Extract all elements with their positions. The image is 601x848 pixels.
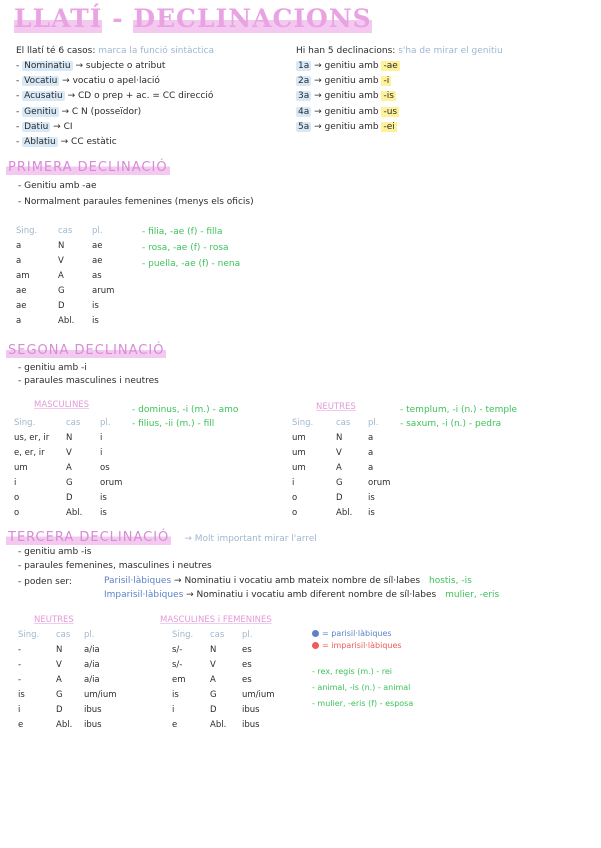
cell-cas: N [336, 433, 343, 443]
cell-pl: ae [92, 241, 103, 251]
example: - animal, -is (n.) - animal [312, 683, 411, 692]
cell-pl: a/ia [84, 675, 100, 685]
case-name: Acusatiu [24, 91, 63, 102]
case-desc: vocatiu o apel·lació [72, 76, 160, 87]
cell-sing: e [172, 720, 178, 730]
cell-cas: V [58, 256, 64, 266]
case-name: Vocatiu [24, 76, 58, 87]
arrow: → [314, 91, 322, 102]
cell-cas: Abl. [58, 316, 75, 326]
type-example: mulier, -eris [445, 590, 500, 600]
cell-sing: i [292, 478, 295, 488]
declension-ending: -ae [383, 61, 398, 71]
cell-cas: G [336, 478, 343, 488]
second-masc-examples [132, 403, 238, 431]
example: - mulier, -eris (f) - esposa [312, 699, 414, 708]
declension-ending: -is [383, 91, 394, 102]
table-row [18, 673, 117, 688]
declension-item [296, 105, 400, 120]
cell-sing: is [18, 690, 25, 700]
cell-pl: is [100, 493, 107, 503]
dot-icon [312, 642, 319, 649]
header-pl: pl. [92, 226, 103, 236]
cell-pl: arum [92, 286, 115, 296]
cell-cas: N [58, 241, 65, 251]
header-sing: Sing. [16, 226, 38, 236]
example: - rex, regis (m.) - rei [312, 667, 392, 676]
declension-num: 3a [298, 91, 310, 102]
table-row [292, 446, 390, 461]
header-cas: cas [56, 630, 71, 640]
cell-pl: is [100, 508, 107, 518]
third-types-lead: - poden ser: [18, 577, 72, 587]
example: - filius, -ii (m.) - fill [132, 419, 215, 429]
cell-sing: a [16, 256, 22, 266]
declension-item [296, 120, 400, 135]
cell-pl: a/ia [84, 660, 100, 670]
cell-pl: ibus [84, 720, 102, 730]
cell-cas: D [336, 493, 343, 503]
case-desc: subjecte o atribut [85, 61, 166, 71]
cell-cas: V [56, 660, 62, 670]
cell-pl: is [368, 508, 375, 518]
first-declension-title: PRIMERA DECLINACIÓ [8, 160, 168, 175]
arrow: → [62, 76, 70, 87]
cell-cas: G [56, 690, 63, 700]
header-pl: pl. [100, 418, 111, 428]
cell-pl: is [92, 316, 99, 326]
case-desc: CD o prep + ac. = CC direcció [78, 91, 214, 102]
table-row [14, 476, 122, 491]
cell-pl: i [100, 433, 103, 443]
declensions-note: s'ha de mirar el genitiu [398, 46, 503, 56]
third-declension-title: TERCERA DECLINACIÓ [8, 530, 170, 545]
second-neut-title: NEUTRES [316, 402, 356, 412]
cell-cas: A [58, 271, 64, 281]
second-masc-table [14, 416, 122, 521]
second-bullets [18, 362, 159, 388]
cell-cas: G [210, 690, 217, 700]
cell-pl: orum [368, 478, 391, 488]
table-row [292, 461, 390, 476]
bullet: - Genitiu amb -ae [18, 181, 97, 191]
table-header-row [18, 628, 117, 643]
title-part1: LLATÍ [14, 4, 103, 33]
table-row [14, 491, 122, 506]
table-row [18, 643, 117, 658]
cell-sing: o [292, 493, 298, 503]
third-bullets [18, 545, 212, 573]
page-title [14, 4, 372, 33]
third-note: → Molt important mirar l'arrel [184, 534, 317, 544]
cell-cas: Abl. [56, 720, 73, 730]
cell-sing: ae [16, 286, 27, 296]
first-examples [142, 224, 240, 272]
header-sing: Sing. [14, 418, 36, 428]
case-desc: CI [63, 121, 73, 132]
table-row [14, 506, 122, 521]
cell-cas: Abl. [210, 720, 227, 730]
case-item: - Ablatiu → CC estàtic [16, 137, 117, 148]
second-masc-title: MASCULINES [34, 400, 90, 410]
case-name: Nominatiu [24, 61, 71, 71]
bullet: - paraules femenines, masculines i neutres [18, 561, 212, 571]
header-pl: pl. [368, 418, 379, 428]
legend-label: = parisil·làbiques [322, 629, 392, 638]
second-neut-examples [400, 403, 517, 431]
case-item: - Datiu → CI [16, 121, 73, 132]
cell-pl: i [100, 448, 103, 458]
cases-note: marca la funció sintàctica [98, 46, 214, 56]
first-declension-table [16, 224, 114, 329]
cell-pl: orum [100, 478, 123, 488]
cell-cas: D [58, 301, 65, 311]
cell-sing: s/- [172, 645, 183, 655]
header-cas: cas [58, 226, 73, 236]
third-neut-table [18, 628, 117, 733]
cell-cas: G [58, 286, 65, 296]
cell-sing: is [172, 690, 179, 700]
declension-num: 2a [298, 76, 310, 87]
cell-pl: ibus [242, 720, 260, 730]
arrow: → [314, 106, 322, 117]
cell-cas: V [336, 448, 342, 458]
cell-sing: - [18, 645, 22, 655]
header-cas: cas [210, 630, 225, 640]
bullet: - genitiu amb -is [18, 547, 92, 557]
cell-pl: os [100, 463, 110, 473]
declension-ending: -i [383, 76, 390, 87]
declension-text: genitiu amb [324, 91, 379, 102]
declensions-intro [296, 45, 503, 57]
type-desc: → Nominatiu i vocatiu amb mateix nombre de síl·labes [174, 576, 421, 586]
declensions-lead: Hi han 5 declinacions: [296, 46, 396, 56]
table-header-row [14, 416, 122, 431]
header-pl: pl. [84, 630, 95, 640]
cell-cas: Abl. [336, 508, 353, 518]
cases-lead: El llatí té 6 casos: [16, 46, 96, 56]
cell-sing: um [292, 463, 306, 473]
table-row [292, 491, 390, 506]
cell-pl: a [368, 433, 374, 443]
third-types [104, 574, 499, 602]
table-row [18, 703, 117, 718]
cell-sing: - [18, 675, 22, 685]
header-sing: Sing. [292, 418, 314, 428]
declension-text: genitiu amb [324, 106, 379, 117]
table-row [172, 688, 275, 703]
cell-sing: a [16, 241, 22, 251]
type-example: hostis, -is [429, 576, 472, 586]
cell-sing: um [14, 463, 28, 473]
bullet: - genitiu amb -i [18, 363, 87, 373]
cell-sing: am [16, 271, 30, 281]
cell-cas: A [66, 463, 72, 473]
cell-sing: i [18, 705, 21, 715]
declension-text: genitiu amb [324, 76, 379, 87]
cell-pl: ae [92, 256, 103, 266]
table-row [14, 461, 122, 476]
header-sing: Sing. [172, 630, 194, 640]
arrow: → [53, 121, 61, 132]
declension-item [296, 59, 400, 74]
arrow: → [314, 61, 322, 71]
table-row [172, 673, 275, 688]
cell-sing: a [16, 316, 22, 326]
type-name: Imparisil·làbiques [104, 590, 184, 600]
arrow: → [75, 61, 83, 71]
cell-cas: D [66, 493, 73, 503]
legend-item [312, 628, 402, 640]
third-legend [312, 628, 402, 652]
cell-pl: ibus [242, 705, 260, 715]
table-header-row [172, 628, 275, 643]
declension-ending: -us [383, 106, 398, 117]
arrow: → [61, 106, 69, 117]
case-name: Ablatiu [24, 137, 56, 148]
table-row [18, 718, 117, 733]
table-row [16, 269, 114, 284]
table-row [16, 314, 114, 329]
arrow: → [67, 91, 76, 102]
declension-ending: -ei [383, 121, 395, 132]
cases-intro [16, 45, 214, 57]
cell-cas: D [56, 705, 63, 715]
example: - puella, -ae (f) - nena [142, 259, 241, 269]
cell-pl: um/ium [84, 690, 117, 700]
first-bullets [18, 178, 254, 210]
example: - dominus, -i (m.) - amo [132, 405, 239, 415]
table-row [14, 446, 122, 461]
cell-pl: is [92, 301, 99, 311]
cell-sing: um [292, 448, 306, 458]
cell-pl: as [92, 271, 102, 281]
table-row [292, 431, 390, 446]
header-pl: pl. [242, 630, 253, 640]
case-desc: C N (posseïdor) [71, 106, 142, 117]
cell-pl: is [368, 493, 375, 503]
table-row [16, 239, 114, 254]
arrow: → [314, 121, 322, 132]
cell-cas: N [210, 645, 217, 655]
table-row [172, 718, 275, 733]
cell-cas: A [210, 675, 216, 685]
cell-sing: o [14, 493, 20, 503]
cell-cas: N [66, 433, 73, 443]
cell-sing: s/- [172, 660, 183, 670]
cell-cas: D [210, 705, 217, 715]
table-row [16, 299, 114, 314]
third-mascfem-title: MASCULINES i FEMENINES [160, 615, 272, 625]
third-neut-title: NEUTRES [34, 615, 74, 625]
cell-cas: Abl. [66, 508, 83, 518]
table-row [172, 658, 275, 673]
legend-item [312, 640, 402, 652]
table-row [172, 703, 275, 718]
case-name: Genitiu [24, 106, 57, 117]
third-examples [312, 664, 413, 712]
case-item: - Acusatiu → CD o prep + ac. = CC direcció [16, 91, 214, 102]
table-row [292, 506, 390, 521]
bullet: - paraules masculines i neutres [18, 376, 159, 386]
type-item [104, 574, 499, 588]
cell-pl: a [368, 463, 374, 473]
declension-num: 5a [298, 121, 310, 132]
table-row [18, 688, 117, 703]
cell-sing: um [292, 433, 306, 443]
title-dash: - [112, 4, 124, 33]
cell-sing: e, er, ir [14, 448, 45, 458]
type-desc: → Nominatiu i vocatiu amb diferent nombre de síl·labes [186, 590, 437, 600]
example: - filia, -ae (f) - filla [142, 227, 223, 237]
dot-icon [312, 630, 319, 637]
header-cas: cas [336, 418, 351, 428]
example: - templum, -i (n.) - temple [400, 405, 518, 415]
declension-text: genitiu amb [324, 61, 379, 71]
cell-sing: us, er, ir [14, 433, 50, 443]
cell-pl: es [242, 660, 252, 670]
case-item: - Vocatiu → vocatiu o apel·lació [16, 76, 160, 87]
cell-sing: o [292, 508, 298, 518]
third-mascfem-table [172, 628, 275, 733]
cell-cas: V [66, 448, 72, 458]
table-row [14, 431, 122, 446]
cell-pl: a [368, 448, 374, 458]
table-row [172, 643, 275, 658]
cell-cas: N [56, 645, 63, 655]
example: - rosa, -ae (f) - rosa [142, 243, 229, 253]
declension-num: 4a [298, 106, 310, 117]
header-cas: cas [66, 418, 81, 428]
bullet: - Normalment paraules femenines (menys els oficis) [18, 197, 254, 207]
case-item: - Nominatiu → subjecte o atribut [16, 61, 166, 71]
arrow: → [314, 76, 322, 87]
case-name: Datiu [24, 121, 49, 132]
arrow: → [60, 137, 69, 148]
declension-text: genitiu amb [324, 121, 379, 132]
cell-sing: ae [16, 301, 27, 311]
table-row [292, 476, 390, 491]
cell-cas: G [66, 478, 73, 488]
example: - saxum, -i (n.) - pedra [400, 419, 502, 429]
cell-cas: A [336, 463, 342, 473]
cell-pl: um/ium [242, 690, 275, 700]
cell-pl: a/ia [84, 645, 100, 655]
declensions-list [296, 59, 400, 135]
declension-num: 1a [298, 61, 310, 71]
table-row [16, 254, 114, 269]
cell-sing: i [172, 705, 175, 715]
cell-sing: i [14, 478, 17, 488]
type-name: Parisil·làbiques [104, 576, 172, 586]
cell-sing: o [14, 508, 20, 518]
legend-label: = imparisil·làbiques [322, 641, 402, 650]
case-desc: CC estàtic [71, 137, 117, 148]
declension-item [296, 74, 400, 89]
cell-sing: - [18, 660, 22, 670]
cell-cas: V [210, 660, 216, 670]
second-declension-title: SEGONA DECLINACIÓ [8, 343, 165, 358]
declension-item [296, 89, 400, 104]
cases-list [16, 59, 213, 150]
cell-cas: A [56, 675, 62, 685]
cell-pl: es [242, 675, 252, 685]
title-part2: DECLINACIONS [133, 4, 372, 33]
type-item [104, 588, 499, 602]
table-row [16, 284, 114, 299]
case-item: - Genitiu → C N (posseïdor) [16, 106, 142, 117]
cell-pl: ibus [84, 705, 102, 715]
table-header-row [292, 416, 390, 431]
header-sing: Sing. [18, 630, 40, 640]
table-row [18, 658, 117, 673]
second-neut-table [292, 416, 390, 521]
table-header-row [16, 224, 114, 239]
cell-sing: em [172, 675, 186, 685]
cell-pl: es [242, 645, 252, 655]
cell-sing: e [18, 720, 24, 730]
third-declension-header [6, 526, 317, 545]
